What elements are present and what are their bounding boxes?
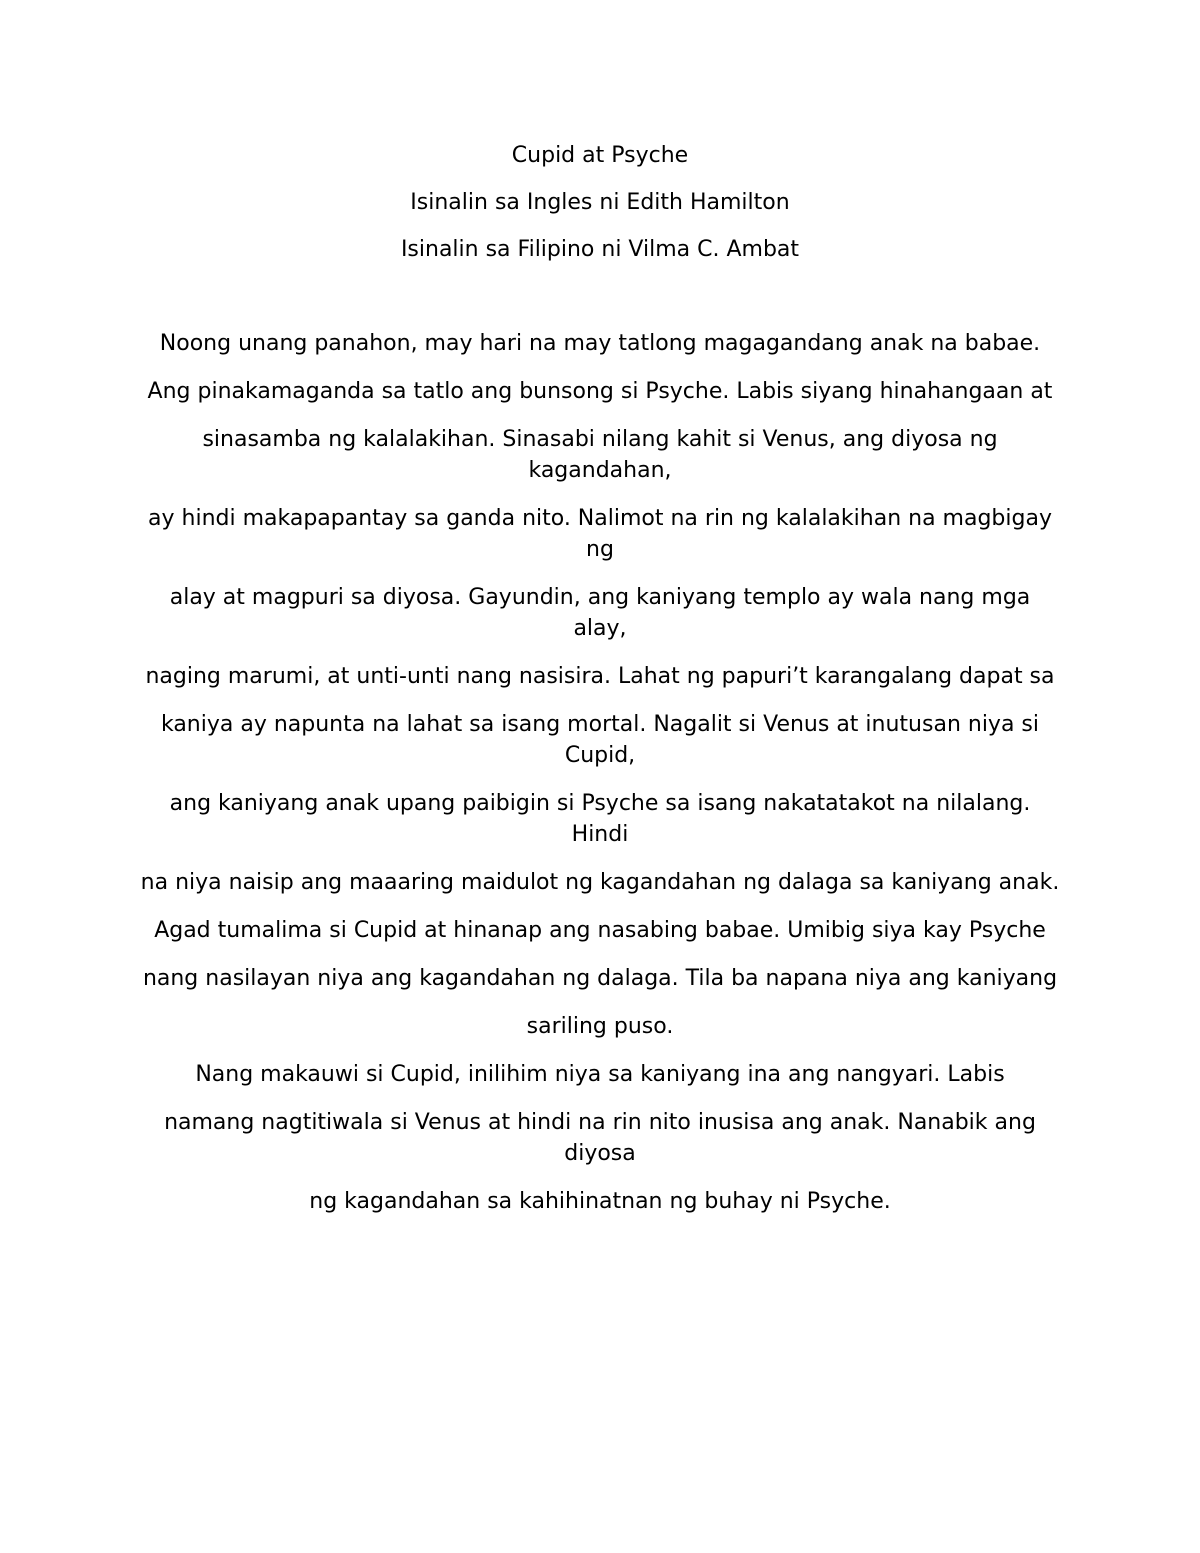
paragraph-6: naging marumi, at unti-unti nang nasisira. Lahat ng papuri’t karangalang dapat sa xyxy=(145,664,1055,689)
paragraph-4: ay hindi makapapantay sa ganda nito. Nalimot na rin ng kalalakihan na magbigay ng xyxy=(148,506,1052,562)
paragraph-5: alay at magpuri sa diyosa. Gayundin, ang kaniyang templo ay wala nang mga alay, xyxy=(169,585,1031,641)
paragraph-7: kaniya ay napunta na lahat sa isang mortal. Nagalit si Venus at inutusan niya si Cupid, xyxy=(160,712,1040,768)
paragraph-1: Noong unang panahon, may hari na may tatlong magagandang anak na babae. xyxy=(159,331,1041,356)
paragraph-9: na niya naisip ang maaaring maidulot ng kagandahan ng dalaga sa kaniyang anak. xyxy=(140,870,1060,895)
paragraph-10: Agad tumalima si Cupid at hinanap ang nasabing babae. Umibig siya kay Psyche xyxy=(154,918,1046,943)
paragraph-15: ng kagandahan sa kahihinatnan ng buhay ni Psyche. xyxy=(309,1189,891,1214)
filipino-translator-credit: Isinalin sa Filipino ni Vilma C. Ambat xyxy=(400,237,800,262)
story-body xyxy=(140,328,1060,1234)
paragraph-3: sinasamba ng kalalakihan. Sinasabi nilang kahit si Venus, ang diyosa ng kagandahan, xyxy=(202,427,998,483)
paragraph-13: Nang makauwi si Cupid, inilihim niya sa kaniyang ina ang nangyari. Labis xyxy=(195,1062,1005,1087)
paragraph-14: namang nagtitiwala si Venus at hindi na rin nito inusisa ang anak. Nanabik ang diyosa xyxy=(164,1110,1036,1166)
document-title: Cupid at Psyche xyxy=(511,143,689,168)
paragraph-8: ang kaniyang anak upang paibigin si Psyche sa isang nakatatakot na nilalang. Hindi xyxy=(169,791,1031,847)
paragraph-11: nang nasilayan niya ang kagandahan ng dalaga. Tila ba napana niya ang kaniyang xyxy=(142,966,1058,991)
paragraph-12: sariling puso. xyxy=(526,1014,674,1039)
paragraph-2: Ang pinakamaganda sa tatlo ang bunsong si Psyche. Labis siyang hinahangaan at xyxy=(147,379,1053,404)
english-translator-credit: Isinalin sa Ingles ni Edith Hamilton xyxy=(410,190,790,215)
